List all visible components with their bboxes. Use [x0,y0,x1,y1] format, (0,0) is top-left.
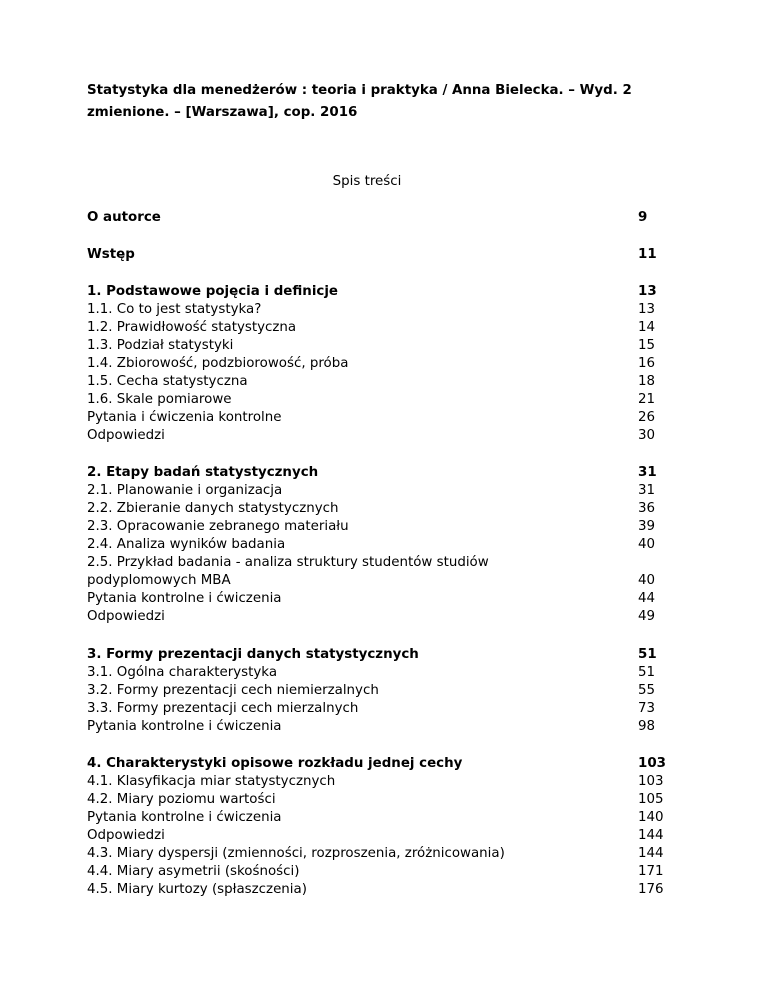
toc-entry-label: 4.3. Miary dyspersji (zmienności, rozproszenia, zróżnicowania) [87,846,505,861]
toc-entry-label: Odpowiedzi [87,609,165,624]
toc-entry-page: 13 [638,302,656,317]
toc-entry-page: 44 [638,591,656,606]
toc-entry-label: 2. Etapy badań statystycznych [87,465,319,480]
toc-entry [87,337,687,355]
toc-entry-label: 3. Formy prezentacji danych statystycznych [87,647,419,662]
document-page [87,0,687,994]
toc-entry-label: Pytania kontrolne i ćwiczenia [87,591,282,606]
toc-entry [87,482,687,500]
toc-entry-page: 40 [638,573,656,588]
toc-entry-label: 1.5. Cecha statystyczna [87,374,248,389]
toc-entry-page: 30 [638,428,656,443]
toc-entry-page: 21 [638,392,656,407]
toc-entry-label: 4.1. Klasyfikacja miar statystycznych [87,774,336,789]
toc-entry-label: 4. Charakterystyki opisowe rozkładu jednej cechy [87,756,463,771]
toc-entry [87,700,687,718]
toc-entry-page: 39 [638,519,656,534]
toc-entry-label: Pytania kontrolne i ćwiczenia [87,810,282,825]
toc-entry-page: 40 [638,537,656,552]
toc-entry-label: 2.1. Planowanie i organizacja [87,483,283,498]
toc-entry-page: 103 [638,756,666,771]
toc-entry [87,427,687,445]
toc-entry [87,301,687,319]
toc-entry [87,845,687,863]
toc-entry-page: 26 [638,410,656,425]
toc-entry-page: 103 [638,774,664,789]
toc-entry-page: 140 [638,810,664,825]
toc-entry [87,209,687,227]
toc-entry-label: Odpowiedzi [87,428,165,443]
toc-entry-page: 98 [638,719,656,734]
toc-entry [87,863,687,881]
toc-entry [87,500,687,518]
toc-entry-page: 105 [638,792,664,807]
toc-entry-label: 1.2. Prawidłowość statystyczna [87,320,297,335]
toc-entry [87,536,687,554]
toc-entry [87,590,687,608]
toc-entry [87,355,687,373]
toc-chapter-entry [87,646,687,664]
toc-entry-page: 51 [638,665,656,680]
toc-entry [87,664,687,682]
toc-entry-page: 49 [638,609,656,624]
toc-entry [87,773,687,791]
toc-entry [87,682,687,700]
toc-entry [87,881,687,899]
toc-entry [87,809,687,827]
toc-entry-page: 16 [638,356,656,371]
toc-entry-page: 31 [638,465,657,480]
toc-entry-label: Pytania kontrolne i ćwiczenia [87,719,282,734]
toc-heading: Spis treści [332,174,402,189]
toc-entry-label: 4.5. Miary kurtozy (spłaszczenia) [87,882,307,897]
toc-entry-label: 1.1. Co to jest statystyka? [87,302,262,317]
toc-entry-page: 9 [638,210,648,225]
toc-entry [87,319,687,337]
toc-chapter-entry [87,464,687,482]
toc-entry-label: 1.3. Podział statystyki [87,338,234,353]
toc-chapter-entry [87,283,687,301]
toc-entry-page: 73 [638,701,656,716]
toc-entry [87,246,687,264]
toc-entry-label: 4.2. Miary poziomu wartości [87,792,276,807]
toc-entry-label: 2.2. Zbieranie danych statystycznych [87,501,339,516]
toc-entry-label: 2.4. Analiza wyników badania [87,537,286,552]
toc-entry [87,373,687,391]
toc-entry [87,827,687,845]
toc-entry [87,554,687,590]
toc-entry-page: 171 [638,864,664,879]
toc-entry-label: 4.4. Miary asymetrii (skośności) [87,864,300,879]
toc-entry-label: Pytania i ćwiczenia kontrolne [87,410,282,425]
toc-entry-page: 13 [638,284,657,299]
toc-entry-page: 144 [638,828,664,843]
toc-entry-label: 3.3. Formy prezentacji cech mierzalnych [87,701,359,716]
toc-entry-page: 176 [638,882,664,897]
toc-entry-label: O autorce [87,210,161,225]
book-citation: Statystyka dla menedżerów : teoria i praktyka / Anna Bielecka. – Wyd. 2 zmienione. – [Warszawa], cop. 2016 [87,83,632,120]
toc-entry-page: 144 [638,846,664,861]
toc-entry-label: 2.3. Opracowanie zebranego materiału [87,519,349,534]
toc-entry-label: 1. Podstawowe pojęcia i definicje [87,284,339,299]
toc-entry [87,718,687,736]
toc-entry-page: 18 [638,374,656,389]
toc-entry [87,791,687,809]
toc-entry-page: 31 [638,483,656,498]
toc-entry [87,518,687,536]
toc-entry-page: 15 [638,338,656,353]
toc-entry-page: 55 [638,683,656,698]
toc-entry-label: Odpowiedzi [87,828,165,843]
toc-entry-page: 11 [638,247,657,262]
toc-entry-page: 51 [638,647,657,662]
toc-entry-label: 2.5. Przykład badania - analiza struktury studentów studiów podyplomowych MBA [87,555,489,588]
toc-entry [87,608,687,626]
toc-entry-page: 14 [638,320,656,335]
toc-entry-label: 3.1. Ogólna charakterystyka [87,665,278,680]
toc-entry-label: 1.4. Zbiorowość, podzbiorowość, próba [87,356,349,371]
toc-entry [87,391,687,409]
toc-entry-label: 1.6. Skale pomiarowe [87,392,232,407]
toc-entry-page: 36 [638,501,656,516]
toc-entry-label: Wstęp [87,247,135,262]
toc-chapter-entry [87,755,687,773]
toc-entry [87,409,687,427]
toc-entry-label: 3.2. Formy prezentacji cech niemierzalnych [87,683,379,698]
